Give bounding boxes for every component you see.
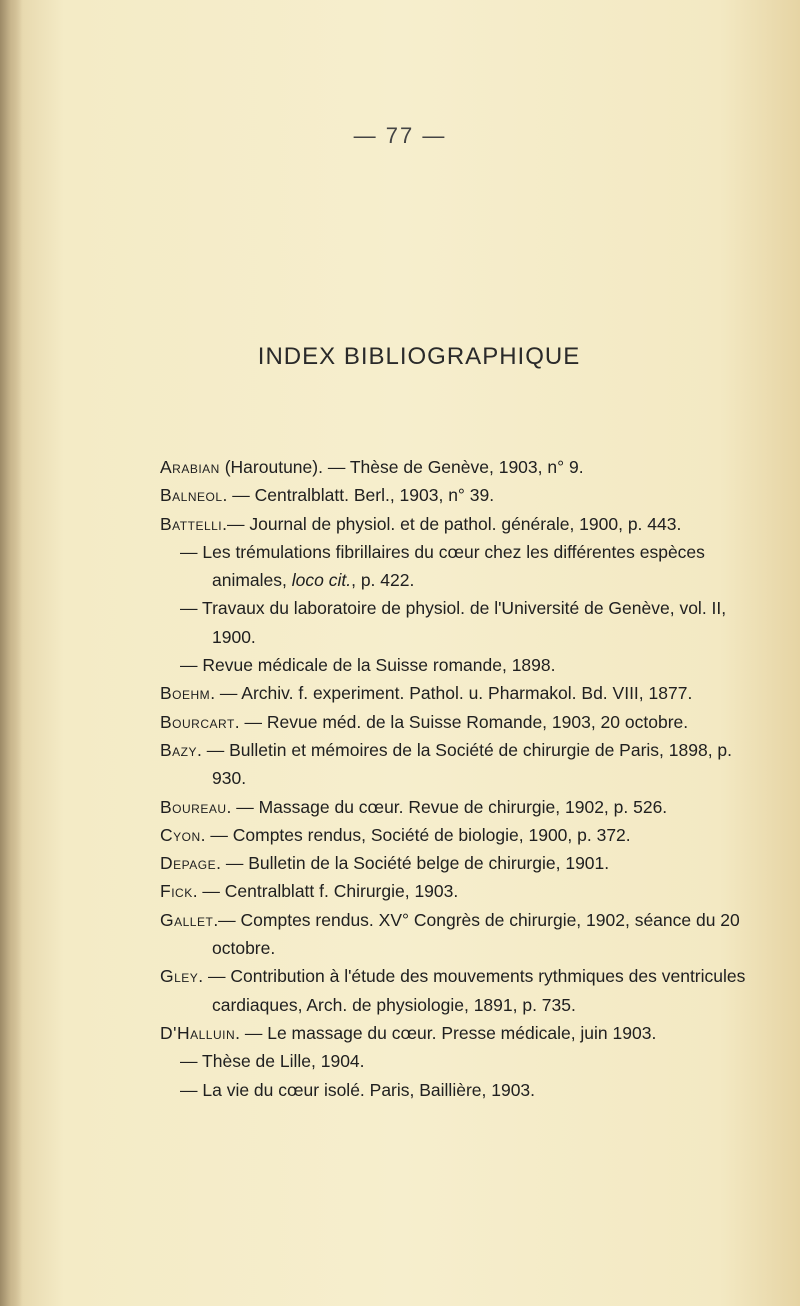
bibliography-entry: [160, 453, 760, 481]
entry-text: . — Archiv. f. experiment. Pathol. u. Pharmakol. Bd. VIII, 1877.: [210, 683, 693, 704]
bibliography-entry: [160, 906, 760, 963]
bibliography-entry: [160, 510, 760, 538]
entry-text: Les trémulations fibrillaires du cœur chez les différentes espèces animales,: [197, 541, 705, 591]
bibliography-entry: [160, 538, 760, 595]
entry-italic-text: loco cit.: [291, 570, 352, 591]
entry-text: . — Contribution à l'étude des mouvements rythmiques des ventricules cardiaques, Arch. de physiologie, 1891, p. 735.: [198, 966, 746, 1015]
entry-author: Gley: [160, 966, 199, 987]
entry-author: Boureau: [160, 796, 227, 817]
entry-text: . — Massage du cœur. Revue de chirurgie, 1902, p. 526.: [226, 796, 668, 817]
entry-author: D'Halluin: [160, 1022, 236, 1043]
entry-author: Cyon: [160, 824, 201, 845]
entry-author: Battelli: [160, 513, 223, 534]
bibliography-list: [160, 453, 760, 1104]
entry-text: (Haroutune). — Thèse de Genève, 1903, n° 9.: [219, 457, 584, 477]
entry-author: Fick: [160, 881, 193, 902]
bibliography-entry: [160, 877, 760, 905]
entry-text: . — Comptes rendus, Société de biologie, 1900, p. 372.: [200, 824, 631, 845]
bibliography-entry: [160, 594, 760, 651]
bibliography-entry: [160, 679, 760, 707]
entry-dash: —: [180, 598, 198, 619]
entry-author: Depage: [160, 853, 217, 874]
entry-dash: —: [180, 541, 198, 562]
bibliography-entry: [160, 793, 760, 821]
entry-text: . — Bulletin de la Société belge de chirurgie, 1901.: [216, 853, 610, 874]
entry-author: Balneol: [160, 485, 223, 506]
bibliography-entry: [160, 1047, 760, 1075]
binding-shadow: [0, 0, 22, 1306]
entry-text: La vie du cœur isolé. Paris, Baillière, 1903.: [197, 1079, 536, 1100]
index-heading: INDEX BIBLIOGRAPHIQUE: [257, 343, 581, 370]
bibliography-entry: [160, 849, 760, 877]
entry-author: Bazy: [160, 739, 198, 760]
entry-text: Travaux du laboratoire de physiol. de l'Université de Genève, vol. II, 1900.: [197, 598, 727, 647]
entry-text: Thèse de Lille, 1904.: [197, 1051, 365, 1072]
entry-text: . — Centralblatt. Berl., 1903, n° 39.: [222, 485, 495, 506]
bibliography-entry: [160, 481, 760, 509]
bibliography-entry: [160, 1019, 760, 1047]
entry-text-after: , p. 422.: [351, 570, 415, 591]
entry-dash: —: [180, 655, 198, 676]
entry-author: Gallet: [160, 909, 214, 930]
entry-text: . — Centralblatt f. Chirurgie, 1903.: [192, 881, 459, 902]
entry-text: .— Comptes rendus. XV° Congrès de chirurgie, 1902, séance du 20 octobre.: [212, 909, 740, 959]
entry-dash: —: [180, 1051, 198, 1072]
entry-text: Revue médicale de la Suisse romande, 1898.: [197, 655, 556, 676]
bibliography-entry: [160, 708, 760, 736]
bibliography-entry: [160, 651, 760, 679]
bibliography-entry: [160, 821, 760, 849]
entry-text: . — Le massage du cœur. Presse médicale, juin 1903.: [235, 1022, 657, 1043]
bibliography-entry: [160, 962, 760, 1019]
entry-text: . — Revue méd. de la Suisse Romande, 1903, 20 octobre.: [234, 711, 689, 732]
entry-author: Bourcart: [160, 711, 235, 732]
entry-author: Boehm: [160, 683, 211, 704]
entry-text: .— Journal de physiol. et de pathol. générale, 1900, p. 443.: [222, 513, 682, 534]
bibliography-entry: [160, 736, 760, 793]
page-number: — 77 —: [353, 123, 447, 148]
entry-text: . — Bulletin et mémoires de la Société de chirurgie de Paris, 1898, p. 930.: [197, 739, 733, 789]
entry-author: Arabian: [160, 457, 220, 477]
bibliography-entry: [160, 1076, 760, 1104]
entry-dash: —: [180, 1079, 198, 1100]
